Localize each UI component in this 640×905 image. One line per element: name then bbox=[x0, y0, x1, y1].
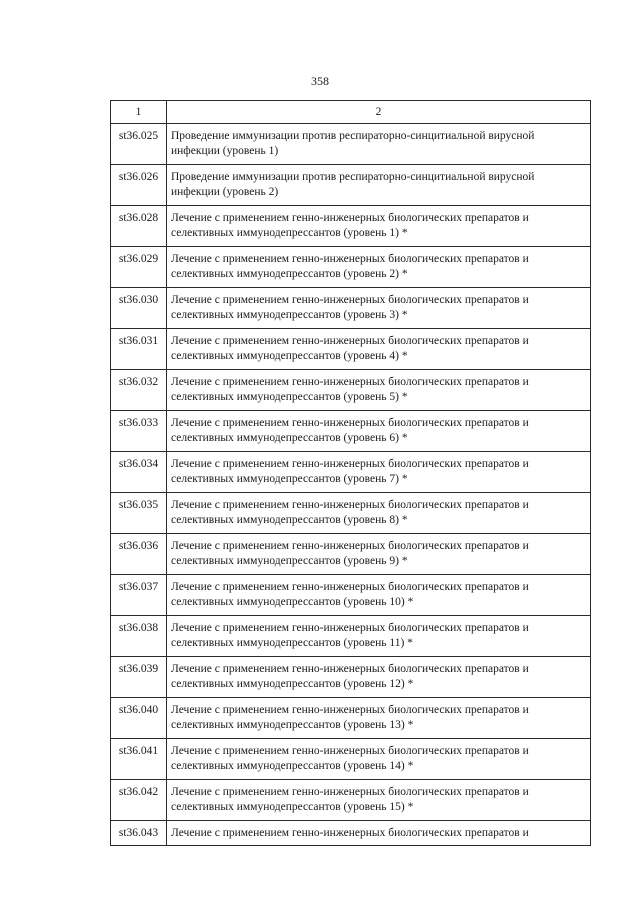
table-row bbox=[111, 575, 591, 616]
row-description: Лечение с применением генно-инженерных биологических препаратов и селективных иммунодепрессантов (уровень 3) * bbox=[167, 288, 591, 329]
tariff-table bbox=[110, 100, 591, 846]
row-code: st36.037 bbox=[111, 575, 167, 616]
row-code: st36.035 bbox=[111, 493, 167, 534]
column-header-2: 2 bbox=[167, 101, 591, 124]
table-row bbox=[111, 124, 591, 165]
table-row bbox=[111, 329, 591, 370]
row-code: st36.036 bbox=[111, 534, 167, 575]
row-code: st36.041 bbox=[111, 739, 167, 780]
row-description: Лечение с применением генно-инженерных биологических препаратов и селективных иммунодепрессантов (уровень 13) * bbox=[167, 698, 591, 739]
row-code: st36.025 bbox=[111, 124, 167, 165]
row-description: Проведение иммунизации против респираторно-синцитиальной вирусной инфекции (уровень 2) bbox=[167, 165, 591, 206]
table-row bbox=[111, 534, 591, 575]
row-code: st36.034 bbox=[111, 452, 167, 493]
row-code: st36.033 bbox=[111, 411, 167, 452]
table-row bbox=[111, 370, 591, 411]
row-description: Лечение с применением генно-инженерных биологических препаратов и селективных иммунодепрессантов (уровень 7) * bbox=[167, 452, 591, 493]
table-header-row bbox=[111, 101, 591, 124]
row-code: st36.043 bbox=[111, 821, 167, 846]
row-code: st36.030 bbox=[111, 288, 167, 329]
row-description: Лечение с применением генно-инженерных биологических препаратов и селективных иммунодепрессантов (уровень 8) * bbox=[167, 493, 591, 534]
page-number: 358 bbox=[311, 74, 329, 88]
row-code: st36.039 bbox=[111, 657, 167, 698]
row-description: Лечение с применением генно-инженерных биологических препаратов и селективных иммунодепрессантов (уровень 6) * bbox=[167, 411, 591, 452]
table-row bbox=[111, 247, 591, 288]
row-description: Лечение с применением генно-инженерных биологических препаратов и селективных иммунодепрессантов (уровень 10) * bbox=[167, 575, 591, 616]
row-code: st36.032 bbox=[111, 370, 167, 411]
row-code: st36.040 bbox=[111, 698, 167, 739]
row-description: Лечение с применением генно-инженерных биологических препаратов и селективных иммунодепрессантов (уровень 9) * bbox=[167, 534, 591, 575]
table-row bbox=[111, 698, 591, 739]
row-code: st36.042 bbox=[111, 780, 167, 821]
row-description: Лечение с применением генно-инженерных биологических препаратов и селективных иммунодепрессантов (уровень 2) * bbox=[167, 247, 591, 288]
table-row bbox=[111, 452, 591, 493]
table-row bbox=[111, 206, 591, 247]
table-row bbox=[111, 780, 591, 821]
row-code: st36.028 bbox=[111, 206, 167, 247]
table-row bbox=[111, 165, 591, 206]
row-description: Лечение с применением генно-инженерных биологических препаратов и селективных иммунодепрессантов (уровень 12) * bbox=[167, 657, 591, 698]
row-description: Лечение с применением генно-инженерных биологических препаратов и bbox=[167, 821, 591, 846]
table-row bbox=[111, 739, 591, 780]
row-description: Лечение с применением генно-инженерных биологических препаратов и селективных иммунодепрессантов (уровень 5) * bbox=[167, 370, 591, 411]
row-description: Лечение с применением генно-инженерных биологических препаратов и селективных иммунодепрессантов (уровень 11) * bbox=[167, 616, 591, 657]
row-description: Лечение с применением генно-инженерных биологических препаратов и селективных иммунодепрессантов (уровень 14) * bbox=[167, 739, 591, 780]
table-row bbox=[111, 411, 591, 452]
table-row bbox=[111, 288, 591, 329]
row-code: st36.031 bbox=[111, 329, 167, 370]
column-header-1: 1 bbox=[111, 101, 167, 124]
row-description: Лечение с применением генно-инженерных биологических препаратов и селективных иммунодепрессантов (уровень 4) * bbox=[167, 329, 591, 370]
table-row bbox=[111, 657, 591, 698]
row-description: Проведение иммунизации против респираторно-синцитиальной вирусной инфекции (уровень 1) bbox=[167, 124, 591, 165]
row-code: st36.026 bbox=[111, 165, 167, 206]
row-description: Лечение с применением генно-инженерных биологических препаратов и селективных иммунодепрессантов (уровень 15) * bbox=[167, 780, 591, 821]
table-body bbox=[111, 124, 591, 846]
row-code: st36.029 bbox=[111, 247, 167, 288]
table-row bbox=[111, 616, 591, 657]
row-code: st36.038 bbox=[111, 616, 167, 657]
row-description: Лечение с применением генно-инженерных биологических препаратов и селективных иммунодепрессантов (уровень 1) * bbox=[167, 206, 591, 247]
table-row bbox=[111, 493, 591, 534]
table-row bbox=[111, 821, 591, 846]
